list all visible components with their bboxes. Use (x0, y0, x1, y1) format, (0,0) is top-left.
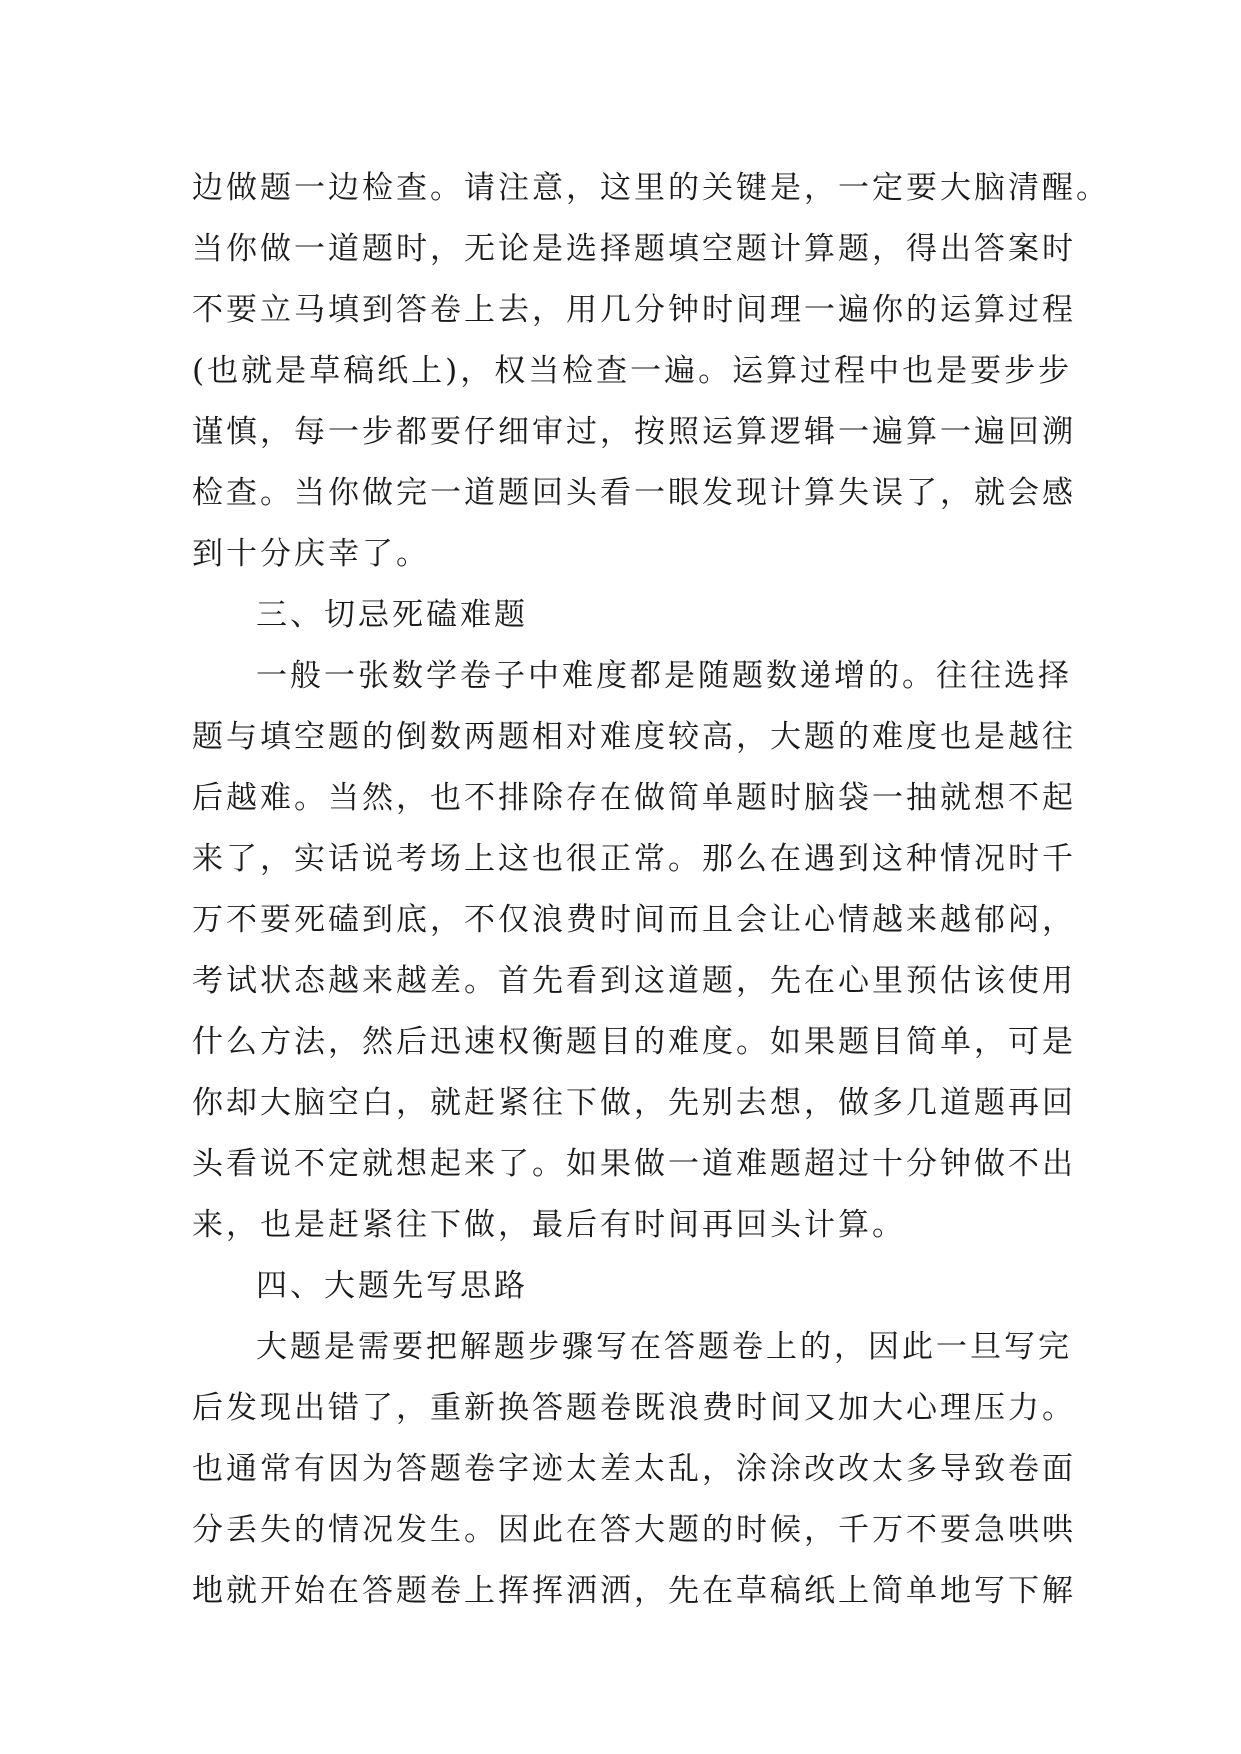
text-line: 万不要死磕到底，不仅浪费时间而且会让心情越来越郁闷， (192, 902, 1076, 938)
text-line: 来了，实话说考场上这也很正常。那么在遇到这种情况时千 (192, 841, 1076, 877)
body-text (192, 158, 1110, 1622)
text-line: 一般一张数学卷子中难度都是随题数递增的。往往选择 (256, 658, 1072, 694)
text-line: 你却大脑空白，就赶紧往下做，先别去想，做多几道题再回 (192, 1085, 1076, 1121)
text-line: 不要立马填到答卷上去，用几分钟时间理一遍你的运算过程 (192, 292, 1076, 328)
text-line: 地就开始在答题卷上挥挥洒洒，先在草稿纸上简单地写下解 (192, 1573, 1076, 1609)
text-line: 到十分庆幸了。 (192, 536, 430, 572)
text-line: 检查。当你做完一道题回头看一眼发现计算失误了，就会感 (192, 475, 1076, 511)
text-line: 当你做一道题时，无论是选择题填空题计算题，得出答案时 (192, 231, 1076, 267)
text-line: 什么方法，然后迅速权衡题目的难度。如果题目简单，可是 (192, 1024, 1076, 1060)
text-line: 谨慎，每一步都要仔细审过，按照运算逻辑一遍算一遍回溯 (192, 414, 1076, 450)
text-line: 后发现出错了，重新换答题卷既浪费时间又加大心理压力。 (192, 1390, 1076, 1426)
text-line: 题与填空题的倒数两题相对难度较高，大题的难度也是越往 (192, 719, 1076, 755)
text-line: 后越难。当然，也不排除存在做简单题时脑袋一抽就想不起 (192, 780, 1076, 816)
text-line: 大题是需要把解题步骤写在答题卷上的，因此一旦写完 (256, 1329, 1072, 1365)
text-line: 考试状态越来越差。首先看到这道题，先在心里预估该使用 (192, 963, 1076, 999)
text-line: 头看说不定就想起来了。如果做一道难题超过十分钟做不出 (192, 1146, 1076, 1182)
text-line: 三、切忌死磕难题 (256, 597, 528, 633)
text-line: 分丢失的情况发生。因此在答大题的时候，千万不要急哄哄 (192, 1512, 1076, 1548)
text-line: 也通常有因为答题卷字迹太差太乱，涂涂改改太多导致卷面 (192, 1451, 1076, 1487)
text-line: 四、大题先写思路 (256, 1268, 528, 1304)
text-line: (也就是草稿纸上)，权当检查一遍。运算过程中也是要步步 (192, 353, 1073, 389)
text-line: 边做题一边检查。请注意，这里的关键是，一定要大脑清醒。 (192, 170, 1110, 206)
text-line: 来，也是赶紧往下做，最后有时间再回头计算。 (192, 1207, 906, 1243)
